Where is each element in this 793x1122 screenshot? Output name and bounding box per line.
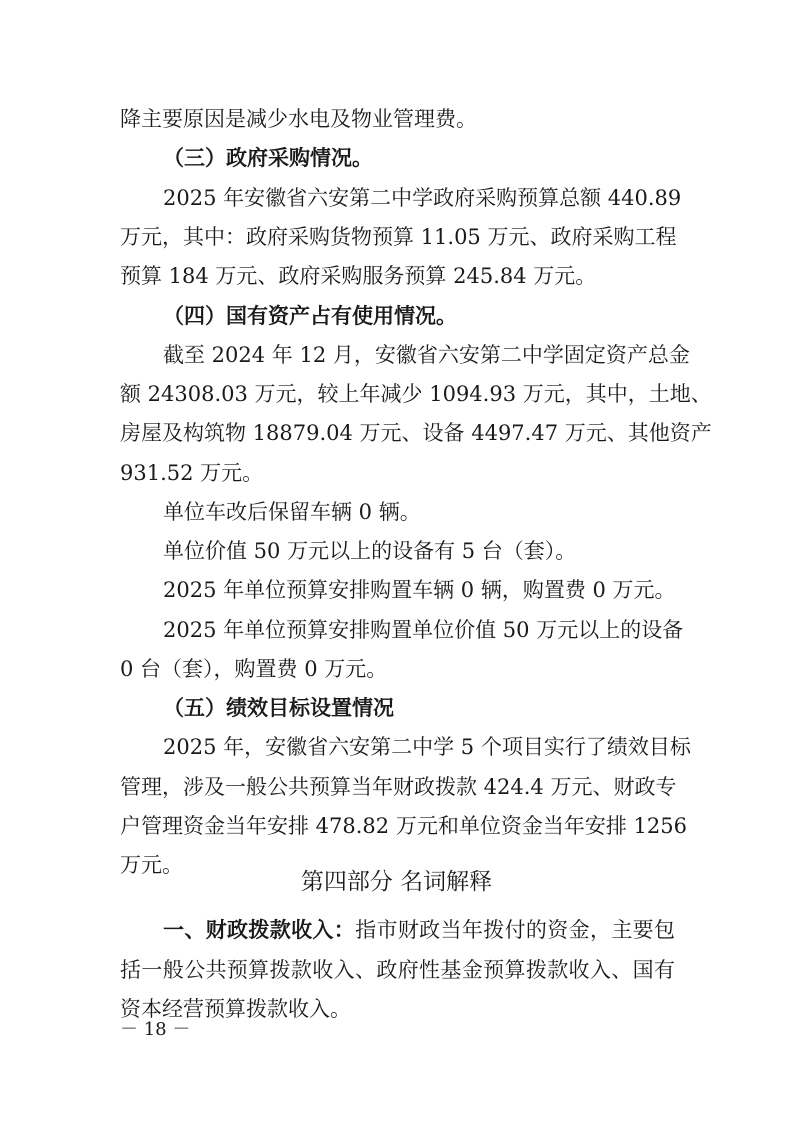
body-text-line: 2025 年单位预算安排购置车辆 0 辆，购置费 0 万元。 (163, 578, 676, 602)
body-text-line: 万元。 (120, 853, 183, 877)
body-text-line: 2025 年安徽省六安第二中学政府采购预算总额 440.89 (163, 186, 682, 210)
part-title: 第四部分 名词解释 (300, 869, 493, 895)
body-text-line: 预算 184 万元、政府采购服务预算 245.84 万元。 (120, 264, 597, 288)
definition-line: 资本经营预算拨款收入。 (120, 997, 351, 1021)
body-text-line: 单位车改后保留车辆 0 辆。 (163, 500, 421, 524)
definition-text: 指市财政当年拨付的资金，主要包 (355, 918, 676, 942)
body-text-line: 管理，涉及一般公共预算当年财政拨款 424.4 万元、财政专 (120, 775, 677, 799)
body-text-line: 2025 年，安徽省六安第二中学 5 个项目实行了绩效目标 (163, 735, 691, 759)
page-number: － 18 － (120, 1019, 191, 1040)
body-text-line: 单位价值 50 万元以上的设备有 5 台（套）。 (163, 539, 577, 563)
body-text-line: 万元，其中：政府采购货物预算 11.05 万元、政府采购工程 (120, 225, 677, 249)
body-text-line: 931.52 万元。 (120, 461, 264, 485)
section-heading-assets: （四）国有资产占有使用情况。 (163, 304, 457, 328)
body-text-line: 0 台（套），购置费 0 万元。 (120, 657, 388, 681)
body-text-line: 截至 2024 年 12 月，安徽省六安第二中学固定资产总金 (163, 343, 690, 367)
definition-line: 括一般公共预算拨款收入、政府性基金预算拨款收入、国有 (120, 958, 675, 982)
body-text-line: 额 24308.03 万元，较上年减少 1094.93 万元，其中，土地、 (120, 382, 712, 406)
definition-term: 一、财政拨款收入： (163, 918, 356, 942)
body-text-line: 户管理资金当年安排 478.82 万元和单位资金当年安排 1256 (120, 814, 687, 838)
body-text-line: 房屋及构筑物 18879.04 万元、设备 4497.47 万元、其他资产 (120, 421, 712, 445)
body-text-line: 降主要原因是减少水电及物业管理费。 (120, 107, 477, 131)
definition-line (163, 915, 675, 945)
body-text-line: 2025 年单位预算安排购置单位价值 50 万元以上的设备 (163, 618, 684, 642)
section-heading-procurement: （三）政府采购情况。 (163, 146, 373, 170)
section-heading-performance: （五）绩效目标设置情况 (163, 696, 394, 720)
